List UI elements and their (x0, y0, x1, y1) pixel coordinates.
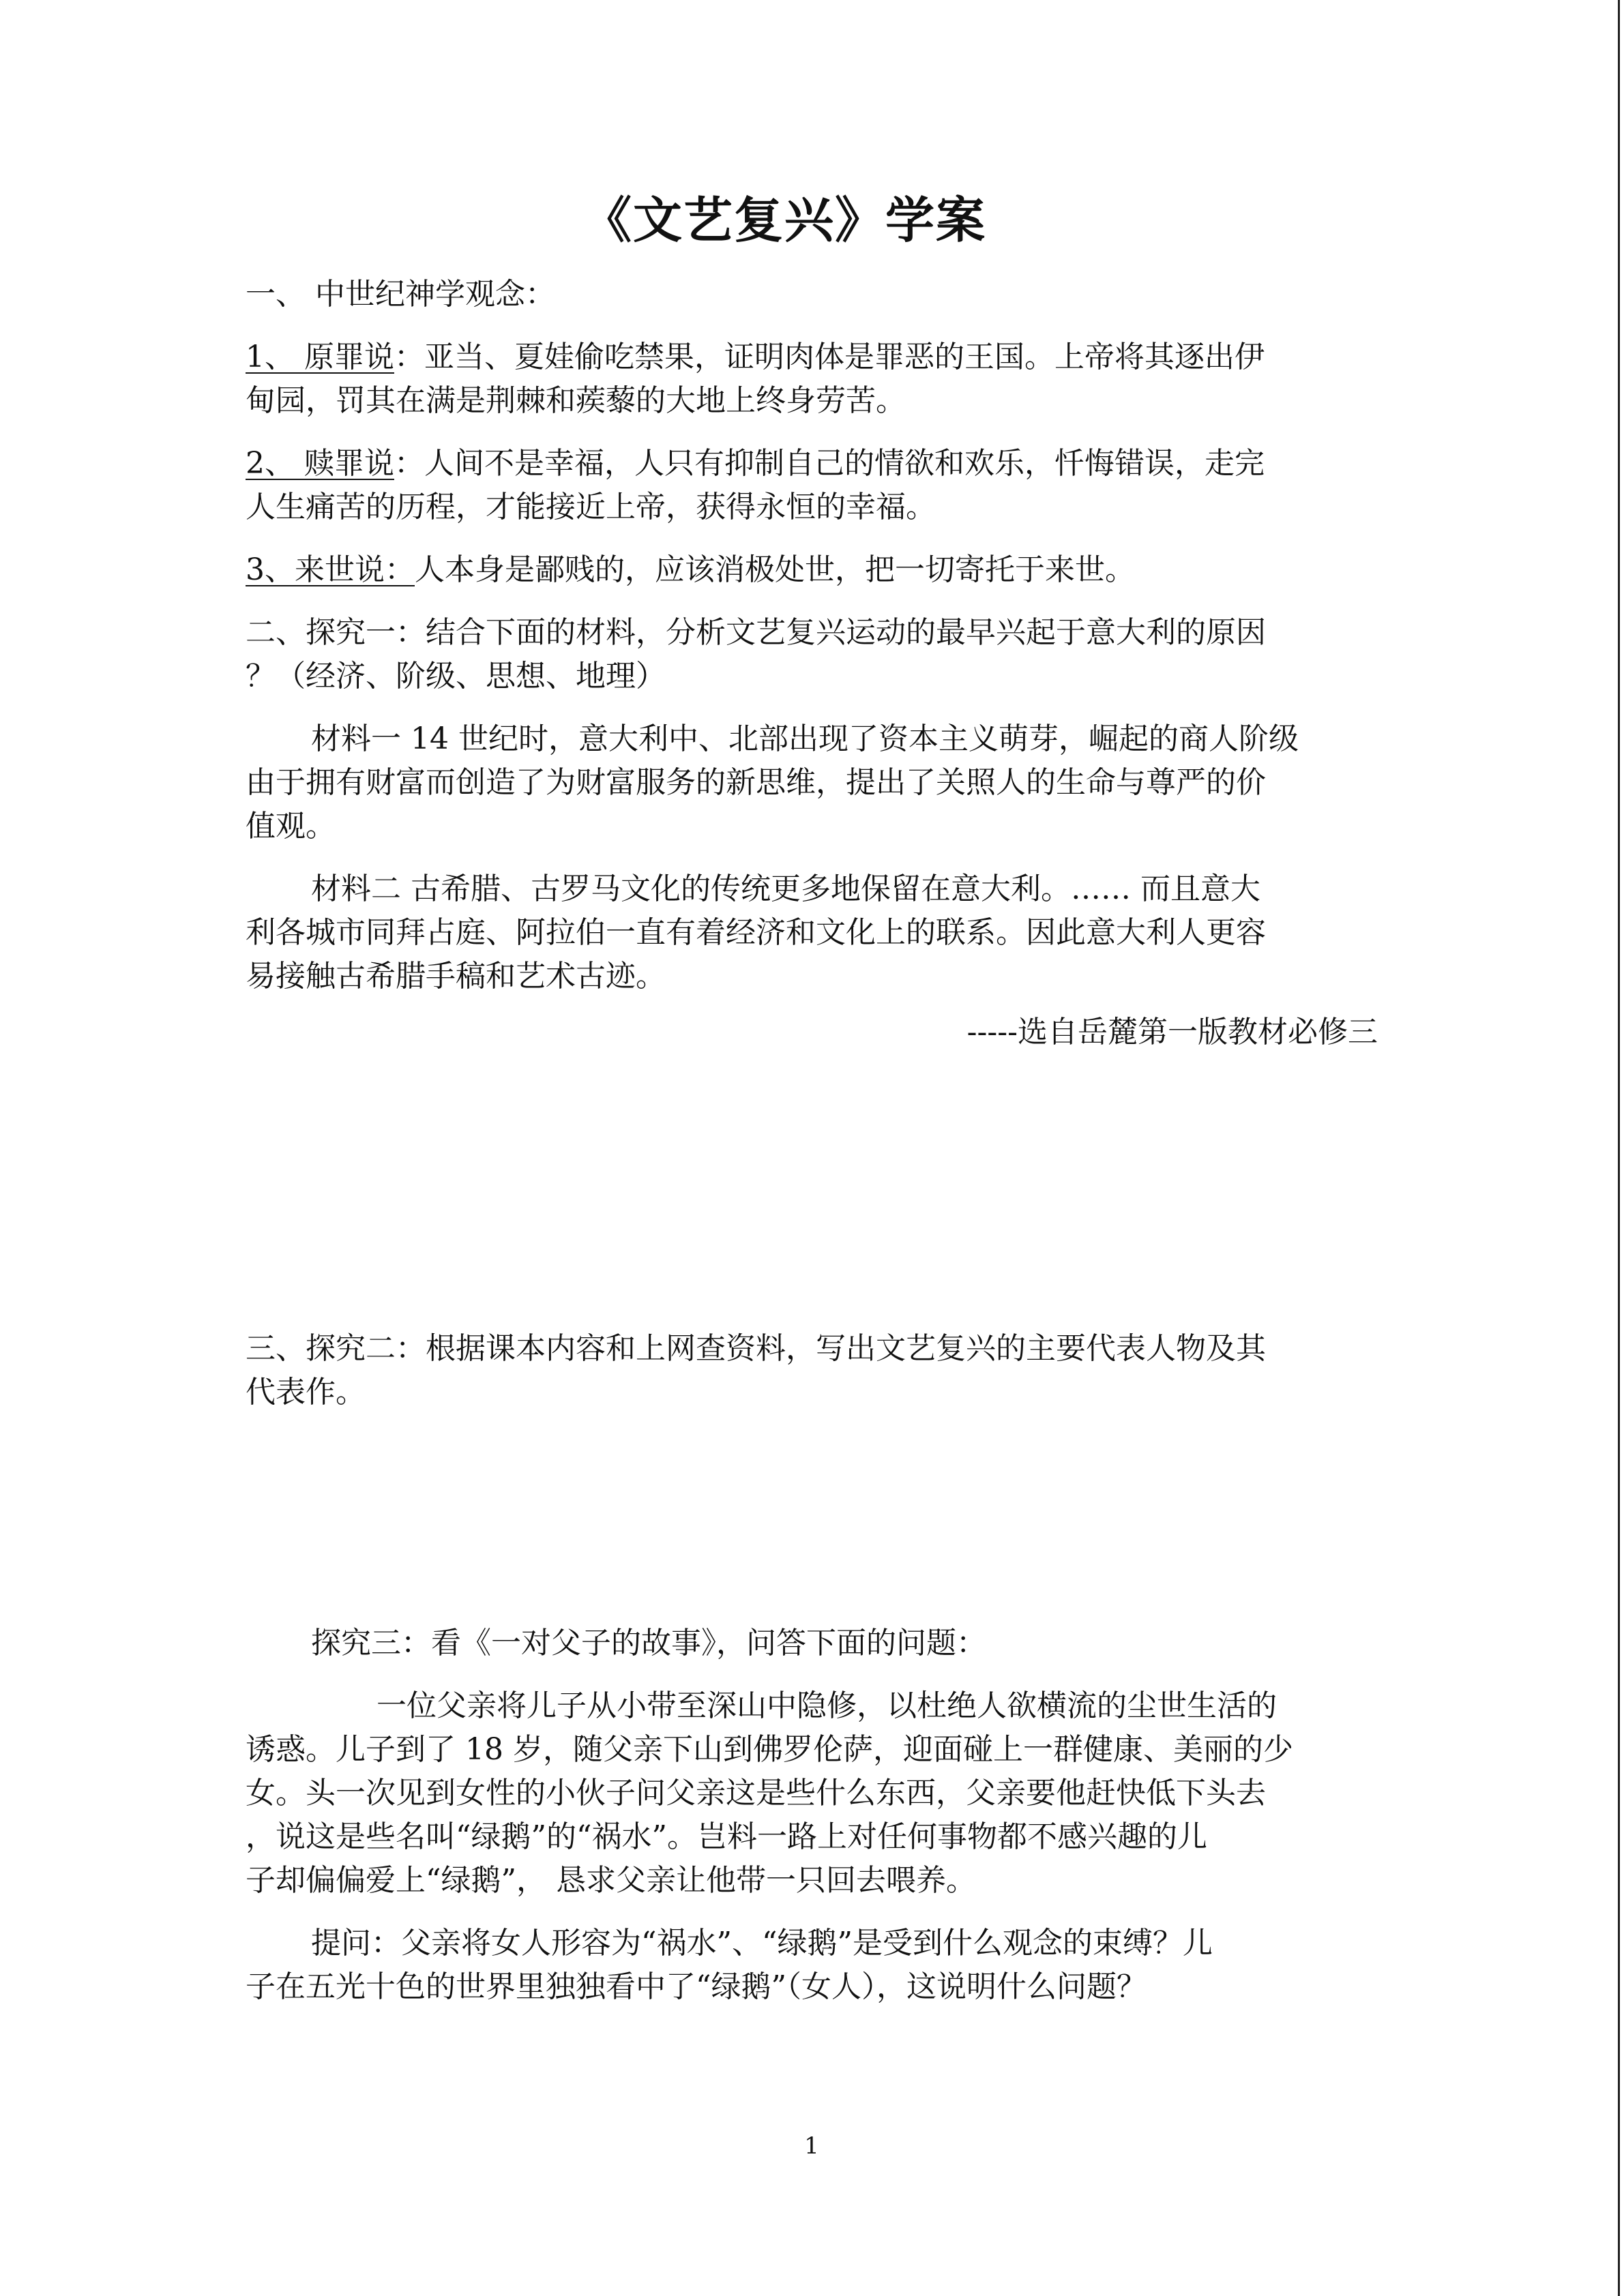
section4-heading: 探究三：看《一对父子的故事》，问答下面的问题： (311, 1626, 986, 1660)
story-line2: 诱惑。儿子到了 18 岁，随父亲下山到佛罗伦萨，迎面碰上一群健康、美丽的少 (246, 1732, 1293, 1767)
document-page (246, 0, 1378, 2296)
section3-line2: 代表作。 (246, 1375, 366, 1410)
story-line4: ，说这是些名叫“绿鹅”的“祸水”。岂料一路上对任何事物都不感兴趣的儿 (246, 1819, 1207, 1854)
afterlife-label: 3、来世说： (246, 552, 415, 587)
material1-line2: 由于拥有财富而创造了为财富服务的新思维，提出了关照人的生命与尊严的价 (246, 765, 1266, 800)
original-sin-text: ：亚当、夏娃偷吃禁果，证明肉体是罪恶的王国。上帝将其逐出伊 (394, 340, 1265, 374)
section1-item2-line1 (246, 442, 1378, 486)
document-title: 《文艺复兴》学案 (582, 191, 986, 249)
section1-heading: 一、 中世纪神学观念： (246, 277, 555, 312)
redemption-label: 2、 赎罪说 (246, 446, 394, 481)
material1-line1: 材料一 14 世纪时，意大利中、北部出现了资本主义萌芽，崛起的商人阶级 (311, 721, 1299, 756)
section1-item2-line2: 人生痛苦的历程，才能接近上帝，获得永恒的幸福。 (246, 490, 936, 524)
material2-line3: 易接触古希腊手稿和艺术古迹。 (246, 959, 666, 994)
story-line1: 一位父亲将儿子从小带至深山中隐修，以杜绝人欲横流的尘世生活的 (377, 1688, 1277, 1723)
story-line3: 女。头一次见到女性的小伙子问父亲这是些什么东西，父亲要他赶快低下头去 (246, 1776, 1266, 1810)
question-line2: 子在五光十色的世界里独独看中了“绿鹅”（女人），这说明什么问题？ (246, 1969, 1147, 2004)
story-line5: 子却偏偏爱上“绿鹅”， 恳求父亲让他带一只回去喂养。 (246, 1863, 976, 1898)
material2-line1: 材料二 古希腊、古罗马文化的传统更多地保留在意大利。…… 而且意大 (311, 871, 1260, 906)
material-source: -----选自岳麓第一版教材必修三 (966, 1015, 1378, 1049)
section1-item1-line1 (246, 336, 1378, 379)
section1-item3 (246, 548, 1378, 592)
page-edge-rule (1618, 0, 1620, 2296)
section3-line1: 三、探究二：根据课本内容和上网查资料，写出文艺复兴的主要代表人物及其 (246, 1331, 1266, 1366)
redemption-text: ：人间不是幸福，人只有抑制自己的情欲和欢乐，忏悔错误，走完 (394, 446, 1265, 481)
section1-item1-line2: 甸园，罚其在满是荆棘和蒺藜的大地上终身劳苦。 (246, 383, 906, 418)
page-number: 1 (804, 2132, 819, 2160)
section2-line2: ？（经济、阶级、思想、地理） (246, 659, 666, 694)
afterlife-text: 人本身是鄙贱的，应该消极处世，把一切寄托于来世。 (415, 552, 1135, 587)
material2-line2: 利各城市同拜占庭、阿拉伯一直有着经济和文化上的联系。因此意大利人更容 (246, 915, 1266, 950)
material1-line3: 值观。 (246, 809, 336, 844)
question-line1: 提问：父亲将女人形容为“祸水”、“绿鹅”是受到什么观念的束缚？儿 (311, 1926, 1213, 1960)
original-sin-label: 1、 原罪说 (246, 340, 394, 374)
section2-line1: 二、探究一：结合下面的材料，分析文艺复兴运动的最早兴起于意大利的原因 (246, 615, 1266, 650)
